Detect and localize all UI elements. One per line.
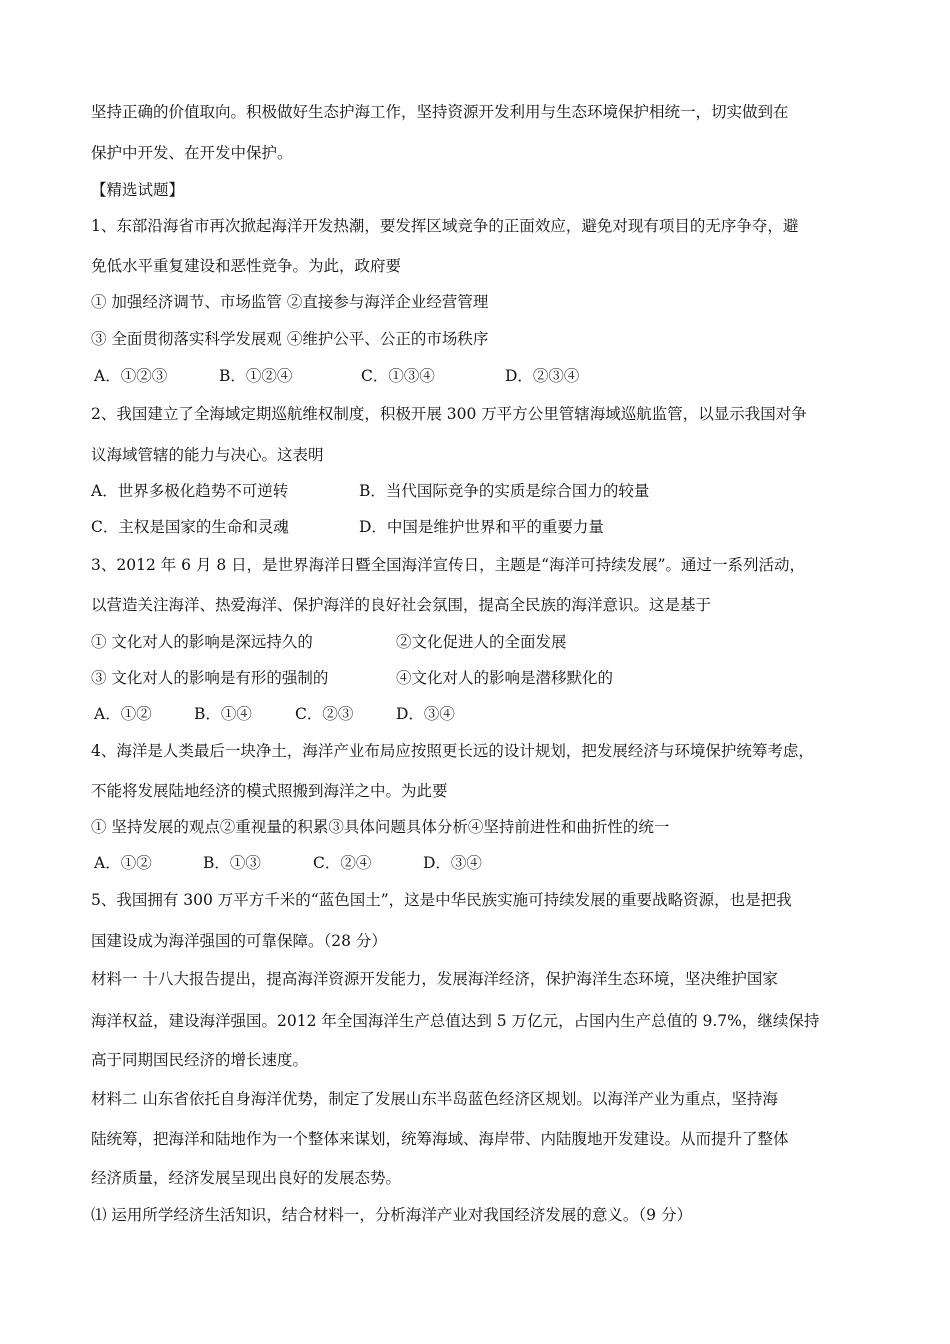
q4-item-line-1: ① 坚持发展的观点②重视量的积累③具体问题具体分析④坚持前进性和曲折性的统一 [91, 818, 670, 836]
q3-item-4: ④文化对人的影响是潜移默化的 [396, 669, 614, 687]
q1-item-line-1: ① 加强经济调节、市场监管 ②直接参与海洋企业经营管理 [91, 293, 489, 311]
q3-item-2: ②文化促进人的全面发展 [396, 633, 567, 651]
q1-option-c: C．①③④ [361, 367, 435, 385]
q5-material-1-line-2: 海洋权益，建设海洋强国。2012 年全国海洋生产总值达到 5 万亿元，占国内生产总值的 9.7%，继续保持 [91, 1012, 820, 1030]
q1-stem-line-1: 1、东部沿海省市再次掀起海洋开发热潮，要发挥区域竞争的正面效应，避免对现有项目的无序争夺，避 [91, 217, 799, 235]
q2-option-a: A．世界多极化趋势不可逆转 [91, 482, 289, 500]
q3-item-3: ③ 文化对人的影响是有形的强制的 [91, 669, 329, 687]
q4-stem-line-1: 4、海洋是人类最后一块净土，海洋产业布局应按照更长远的设计规划，把发展经济与环境保护统筹考虑， [91, 742, 814, 760]
q3-stem-line-2: 以营造关注海洋、热爱海洋、保护海洋的良好社会氛围，提高全民族的海洋意识。这是基于 [91, 596, 712, 614]
q5-material-1-line-1: 材料一 十八大报告提出，提高海洋资源开发能力，发展海洋经济，保护海洋生态环境，坚决维护国家 [91, 970, 778, 988]
q4-option-c: C．②④ [313, 854, 372, 872]
q1-option-d: D．②③④ [505, 367, 580, 385]
q3-option-c: C．②③ [295, 705, 354, 723]
q4-option-b: B．①③ [203, 854, 261, 872]
q5-material-2-line-3: 经济质量，经济发展呈现出良好的发展态势。 [91, 1169, 402, 1187]
q5-stem-line-2: 国建设成为海洋强国的可靠保障。（28 分） [91, 932, 387, 950]
intro-line-2: 保护中开发、在开发中保护。 [91, 144, 293, 162]
q1-option-a: A．①②③ [94, 367, 168, 385]
q2-option-c: C．主权是国家的生命和灵魂 [91, 518, 289, 536]
q3-option-b: B．①④ [194, 705, 252, 723]
q5-material-1-line-3: 高于同期国民经济的增长速度。 [91, 1051, 309, 1069]
intro-line-1: 坚持正确的价值取向。积极做好生态护海工作，坚持资源开发利用与生态环境保护相统一，切实做到在 [91, 103, 789, 121]
section-heading: 【精选试题】 [91, 181, 185, 199]
q2-stem-line-2: 议海域管辖的能力与决心。这表明 [91, 446, 324, 464]
q1-item-line-2: ③ 全面贯彻落实科学发展观 ④维护公平、公正的市场秩序 [91, 330, 489, 348]
q5-material-2-line-2: 陆统筹，把海洋和陆地作为一个整体来谋划，统筹海域、海岸带、内陆腹地开发建设。从而提升了整体 [91, 1130, 789, 1148]
q4-stem-line-2: 不能将发展陆地经济的模式照搬到海洋之中。为此要 [91, 782, 448, 800]
q4-option-d: D．③④ [423, 854, 482, 872]
q3-stem-line-1: 3、2012 年 6 月 8 日，是世界海洋日暨全国海洋宣传日，主题是“海洋可持续发展”。通过一系列活动， [91, 556, 806, 574]
q5-sub-question-1: ⑴ 运用所学经济生活知识，结合材料一，分析海洋产业对我国经济发展的意义。（9 分） [91, 1206, 692, 1224]
q3-item-1: ① 文化对人的影响是深远持久的 [91, 633, 313, 651]
q5-material-2-line-1: 材料二 山东省依托自身海洋优势，制定了发展山东半岛蓝色经济区规划。以海洋产业为重点，坚持海 [91, 1090, 778, 1108]
q3-option-d: D．③④ [396, 705, 455, 723]
q1-stem-line-2: 免低水平重复建设和恶性竞争。为此，政府要 [91, 257, 402, 275]
q4-option-a: A．①② [94, 854, 152, 872]
q2-option-d: D．中国是维护世界和平的重要力量 [359, 518, 604, 536]
q3-option-a: A．①② [94, 705, 152, 723]
q1-option-b: B．①②④ [219, 367, 293, 385]
q5-stem-line-1: 5、我国拥有 300 万平方千米的“蓝色国土”，这是中华民族实施可持续发展的重要战略资源，也是把我 [91, 891, 792, 909]
q2-option-b: B．当代国际竞争的实质是综合国力的较量 [359, 482, 650, 500]
q2-stem-line-1: 2、我国建立了全海域定期巡航维权制度，积极开展 300 万平方公里管辖海域巡航监管，以显示我国对争 [91, 405, 807, 423]
